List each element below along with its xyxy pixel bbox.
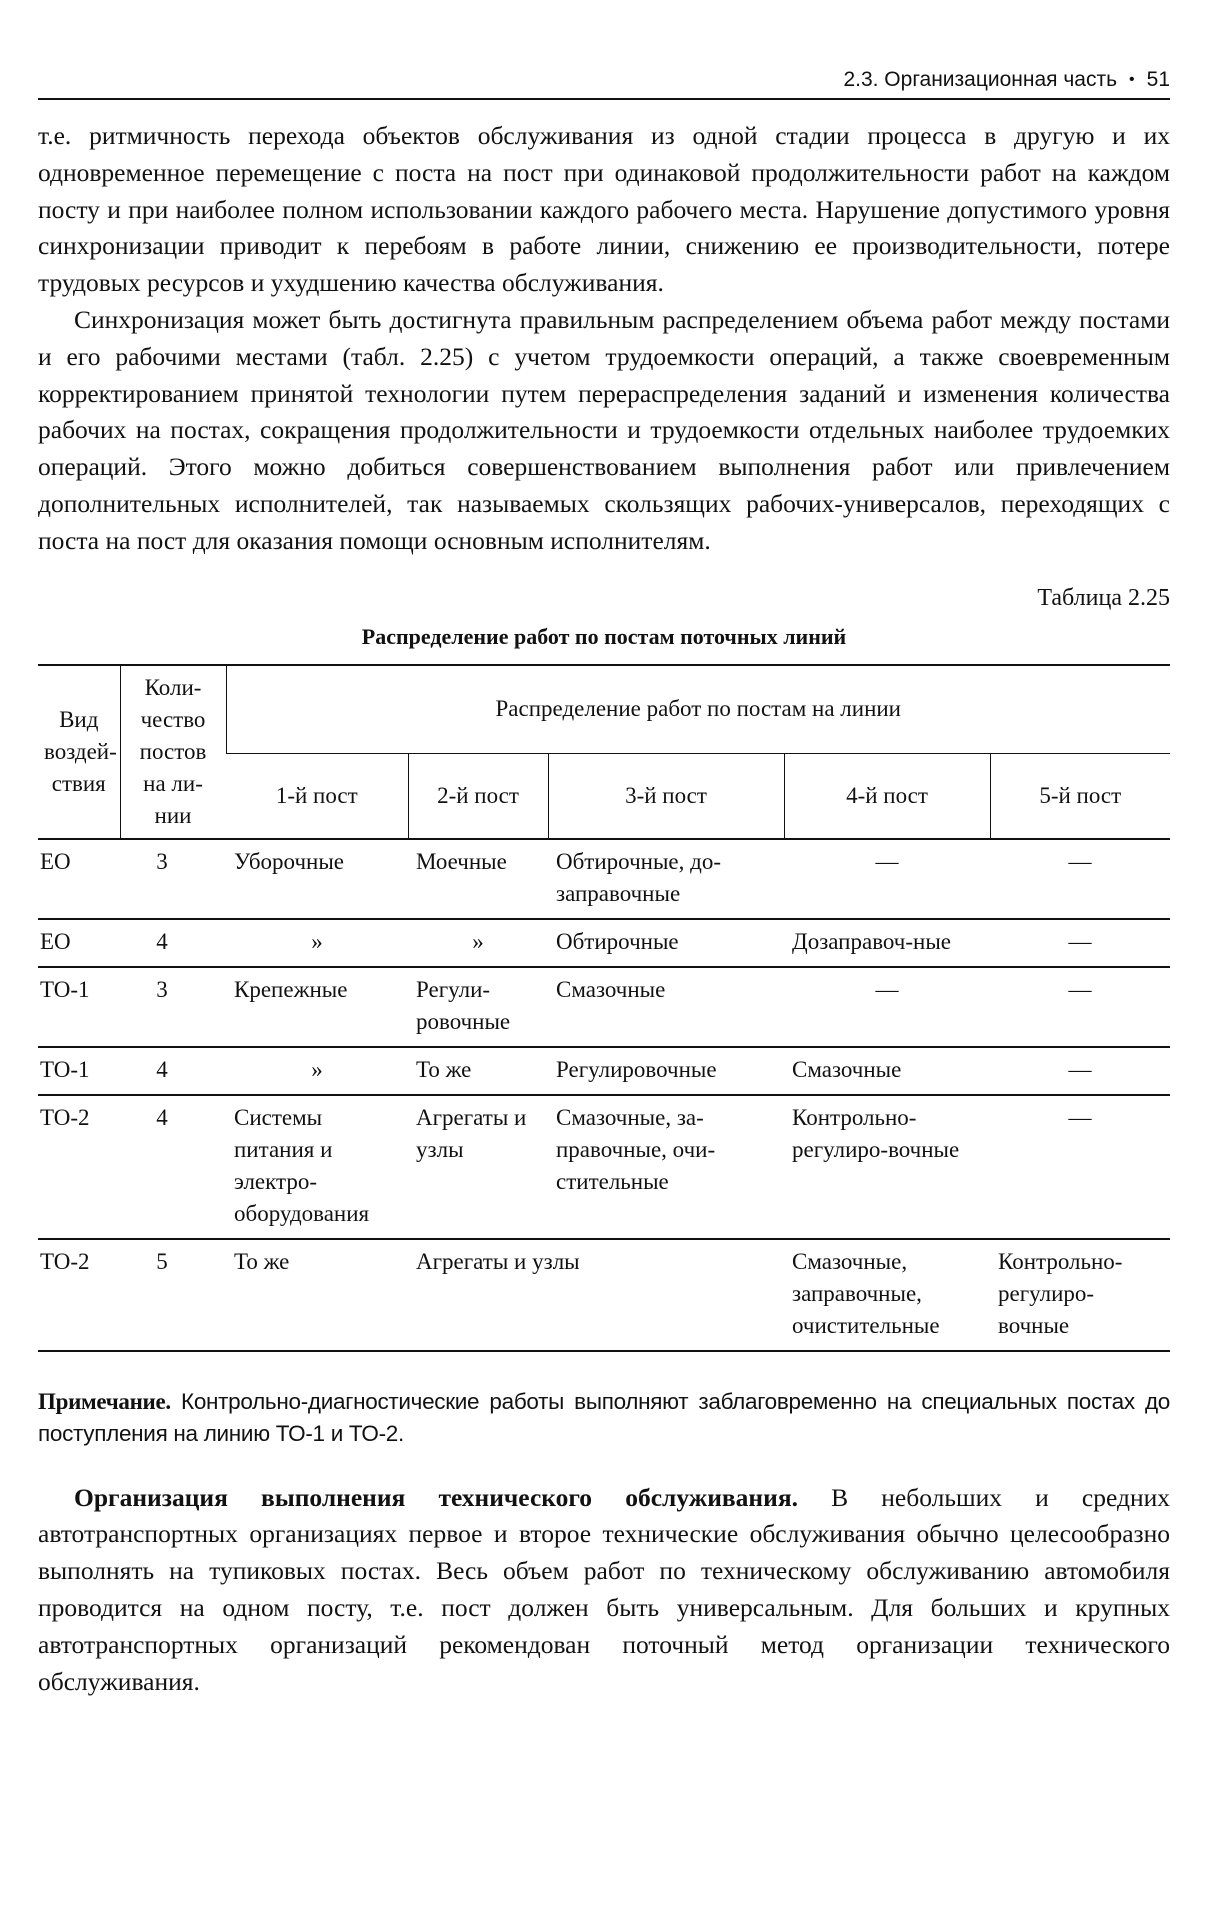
cell-post-4: Смазочные xyxy=(784,1047,990,1095)
cell-kind: ТО-1 xyxy=(38,1047,120,1095)
cell-post-1: То же xyxy=(226,1239,408,1351)
header-post-4: 4-й пост xyxy=(784,753,990,839)
cell-post-1: » xyxy=(226,919,408,967)
cell-post-2: Моечные xyxy=(408,839,548,919)
cell-post-1: Системы питания и электро-оборудования xyxy=(226,1095,408,1239)
table-row xyxy=(38,839,1170,919)
paragraph-3 xyxy=(38,1480,1170,1701)
paragraph-3-lead: Организация выполнения технического обслуживания. xyxy=(74,1482,798,1512)
header-kind: Вид воздей-ствия xyxy=(38,665,120,839)
header-post-3: 3-й пост xyxy=(548,753,784,839)
cell-post-2: Агрегаты и узлы xyxy=(408,1095,548,1239)
cell-post-5: — xyxy=(990,919,1170,967)
paragraph-3-text: В небольших и средних автотранспортных организациях первое и второе технические обслуживания обычно целесообразно выполнять на тупиковых постах. Весь объем работ по техническому обслуживанию автомобиля проводится на одном посту, т.е. пост должен быть универсальным. Для больших и крупных автотранспортных организаций рекомендован поточный метод организации технического обслуживания. xyxy=(38,1482,1170,1696)
cell-post-3: Смазочные, за-правочные, очи-стительные xyxy=(548,1095,784,1239)
table-note xyxy=(38,1386,1170,1450)
cell-count: 3 xyxy=(120,967,226,1047)
note-text: Контрольно-диагностические работы выполняют заблаговременно на специальных постах до поступления на линию ТО-1 и ТО-2. xyxy=(38,1388,1170,1446)
cell-post-2: То же xyxy=(408,1047,548,1095)
table-row xyxy=(38,967,1170,1047)
book-page xyxy=(38,60,1170,1700)
page-number: 51 xyxy=(1146,68,1170,91)
paragraph-2: Синхронизация может быть достигнута правильным распределением объема работ между постами и его рабочими местами (табл. 2.25) с учетом трудоемкости операций, а также своевременным корректированием принятой технологии путем перераспределения заданий и изменения количества рабочих на постах, сокращения продолжительности и трудоемкости отдельных наиболее трудоемких операций. Этого можно добиться совершенствованием выполнения работ или привлечением дополнительных исполнителей, так называемых скользящих рабочих-универсалов, переходящих с поста на пост для оказания помощи основным исполнителям. xyxy=(38,304,1170,555)
table-number: Таблица 2.25 xyxy=(1037,584,1170,611)
cell-post-5: — xyxy=(990,839,1170,919)
cell-post-2-3: Агрегаты и узлы xyxy=(408,1239,784,1351)
cell-post-3: Обтирочные xyxy=(548,919,784,967)
cell-post-2: Регули-ровочные xyxy=(408,967,548,1047)
note-label: Примечание. xyxy=(38,1388,171,1414)
table-row xyxy=(38,1095,1170,1239)
cell-post-3: Обтирочные, до-заправочные xyxy=(548,839,784,919)
table-row xyxy=(38,1239,1170,1351)
cell-count: 5 xyxy=(120,1239,226,1351)
cell-kind: ТО-1 xyxy=(38,967,120,1047)
cell-post-1: » xyxy=(226,1047,408,1095)
cell-post-5: — xyxy=(990,967,1170,1047)
cell-post-5: — xyxy=(990,1047,1170,1095)
cell-post-4: Смазочные, заправочные, очистительные xyxy=(784,1239,990,1351)
cell-post-3: Смазочные xyxy=(548,967,784,1047)
cell-kind: ТО-2 xyxy=(38,1239,120,1351)
cell-count: 4 xyxy=(120,1047,226,1095)
section-title: 2.3. Организационная часть xyxy=(843,68,1118,91)
cell-count: 3 xyxy=(120,839,226,919)
cell-post-2: » xyxy=(408,919,548,967)
cell-post-4: Контрольно-регулиро-вочные xyxy=(784,1095,990,1239)
cell-kind: ЕО xyxy=(38,919,120,967)
cell-post-5: — xyxy=(990,1095,1170,1239)
cell-post-4: — xyxy=(784,967,990,1047)
cell-post-1: Крепежные xyxy=(226,967,408,1047)
table-row xyxy=(38,919,1170,967)
cell-kind: ТО-2 xyxy=(38,1095,120,1239)
distribution-table xyxy=(38,664,1170,1352)
header-rule xyxy=(38,98,1170,100)
cell-kind: ЕО xyxy=(38,839,120,919)
cell-count: 4 xyxy=(120,919,226,967)
cell-post-4: — xyxy=(784,839,990,919)
header-post-1: 1-й пост xyxy=(226,753,408,839)
header-count: Коли-чество постов на ли-нии xyxy=(120,665,226,839)
table-title: Распределение работ по постам поточных линий xyxy=(361,623,847,649)
cell-count: 4 xyxy=(120,1095,226,1239)
cell-post-4: Дозаправоч-ные xyxy=(784,919,990,967)
header-distribution: Распределение работ по постам на линии xyxy=(226,665,1170,754)
running-header xyxy=(38,60,1170,98)
cell-post-1: Уборочные xyxy=(226,839,408,919)
bullet-separator: • xyxy=(1129,71,1135,88)
header-post-5: 5-й пост xyxy=(990,753,1170,839)
table-row xyxy=(38,1047,1170,1095)
cell-post-5: Контрольно-регулиро-вочные xyxy=(990,1239,1170,1351)
cell-post-3: Регулировочные xyxy=(548,1047,784,1095)
running-header-text xyxy=(843,68,1170,92)
paragraph-1: т.е. ритмичность перехода объектов обслуживания из одной стадии процесса в другую и их одновременное перемещение с поста на пост при одинаковой продолжительности работ на каждом посту и при наиболее полном использовании каждого рабочего места. Нарушение допустимого уровня синхронизации приводит к перебоям в работе линии, снижению ее производительности, потере трудовых ресурсов и ухудшению качества обслуживания. xyxy=(38,121,1170,298)
header-post-2: 2-й пост xyxy=(408,753,548,839)
